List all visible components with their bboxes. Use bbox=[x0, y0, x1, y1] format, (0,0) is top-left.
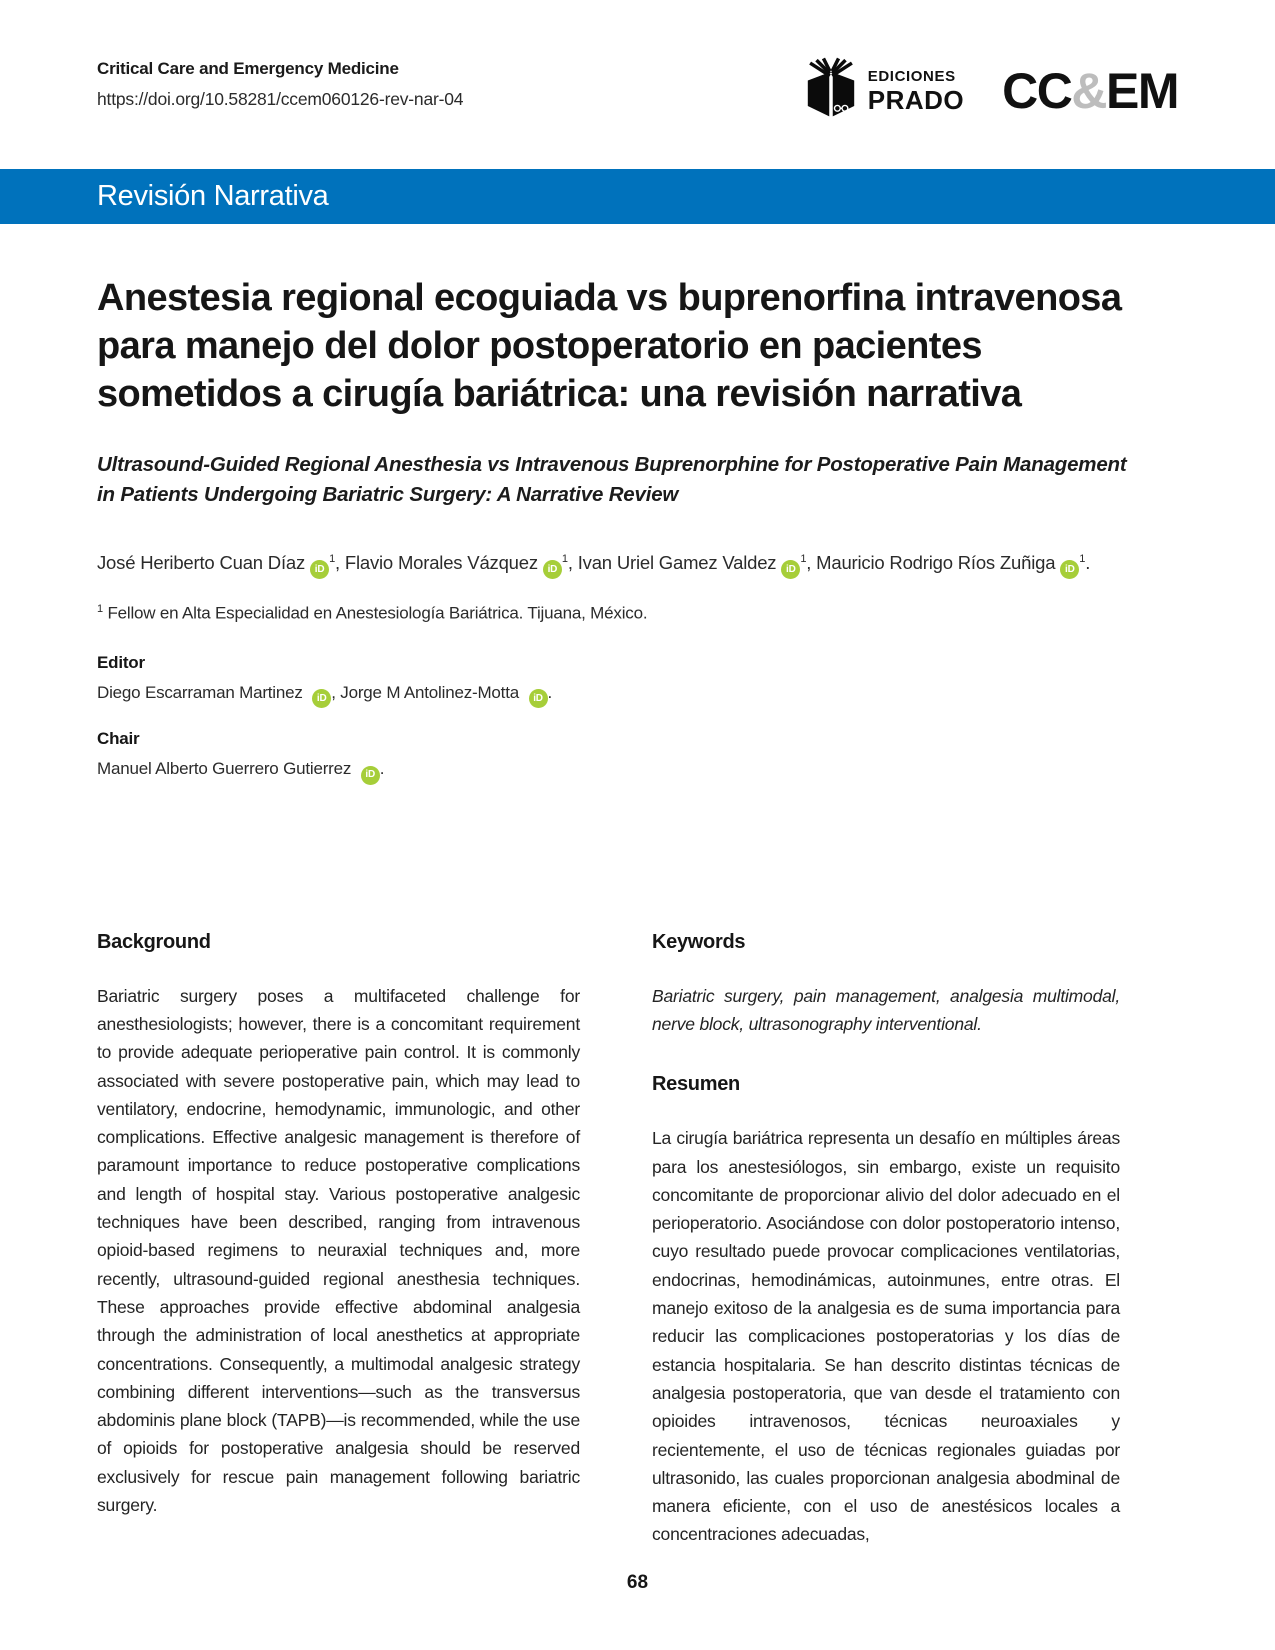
orcid-icon[interactable]: iD bbox=[529, 689, 548, 708]
keywords-body: Bariatric surgery, pain management, analgesia multimodal, nerve block, ultrasonography interventional. bbox=[652, 985, 1120, 1034]
editor-block bbox=[97, 652, 1178, 709]
doi-link[interactable]: https://doi.org/10.58281/ccem060126-rev-nar-04 bbox=[97, 89, 464, 109]
editor-name: Jorge M Antolinez-Motta bbox=[340, 682, 519, 702]
keywords-resumen-section bbox=[652, 929, 1120, 1549]
logo-group bbox=[802, 56, 1178, 125]
orcid-icon[interactable]: iD bbox=[1060, 560, 1079, 579]
journal-logo-em: EM bbox=[1106, 62, 1178, 119]
affiliation-text: Fellow en Alta Especialidad en Anestesiología Bariátrica. Tijuana, México. bbox=[107, 603, 648, 623]
background-section bbox=[97, 929, 580, 1549]
chair-names: Manuel Alberto Guerrero Gutierrez iD . bbox=[97, 757, 1178, 785]
affiliation-superscript: 1 bbox=[800, 552, 807, 565]
open-book-icon bbox=[802, 56, 860, 125]
affiliation-number: 1 bbox=[97, 603, 103, 615]
orcid-icon[interactable]: iD bbox=[310, 560, 329, 579]
editor-heading: Editor bbox=[97, 652, 145, 672]
publisher-logo bbox=[802, 56, 964, 125]
chair-name: Manuel Alberto Guerrero Gutierrez bbox=[97, 759, 352, 779]
affiliation bbox=[97, 603, 1178, 624]
editor-name: Diego Escarraman Martinez bbox=[97, 682, 303, 702]
page-header bbox=[0, 0, 1275, 125]
chair-heading: Chair bbox=[97, 729, 140, 749]
journal-name: Critical Care and Emergency Medicine bbox=[97, 59, 399, 78]
chair-block bbox=[97, 728, 1178, 785]
orcid-icon[interactable]: iD bbox=[361, 766, 380, 785]
author-name: Flavio Morales Vázquez bbox=[344, 552, 538, 573]
journal-logo bbox=[1002, 62, 1178, 119]
affiliation-superscript: 1 bbox=[1079, 552, 1086, 565]
editor-names: Diego Escarraman Martinez iD , Jorge M Antolinez-Motta iD . bbox=[97, 681, 1178, 709]
journal-logo-cc: CC bbox=[1002, 62, 1072, 119]
article-type-banner bbox=[0, 169, 1275, 224]
author-name: Mauricio Rodrigo Ríos Zuñiga bbox=[816, 552, 1056, 573]
affiliation-superscript: 1 bbox=[561, 552, 568, 565]
article-title-es: Anestesia regional ecoguiada vs buprenorfina intravenosa para manejo del dolor postoperatorio en pacientes sometidos a cirugía bariátrica: una revisión narrativa bbox=[97, 277, 1122, 415]
resumen-heading: Resumen bbox=[652, 1073, 740, 1096]
publisher-logo-line2: PRADO bbox=[867, 84, 965, 115]
journal-logo-ampersand: & bbox=[1071, 62, 1106, 119]
page-number: 68 bbox=[626, 1572, 649, 1593]
journal-meta bbox=[97, 58, 463, 110]
publisher-logo-line1: EDICIONES bbox=[867, 67, 956, 85]
orcid-icon[interactable]: iD bbox=[781, 560, 800, 579]
resumen-body: La cirugía bariátrica representa un desafío en múltiples áreas para los anestesiólogos, sin embargo, existe un requisito concomitante de proporcionar alivio del dolor adecuado en el perioperatorio. Asociándose con dolor postoperatorio intenso, cuyo resultado puede provocar complicaciones ventilatorias, endocrinas, hemodinámicas, autoinmunes, entre otras. El manejo exitoso de la analgesia es de suma importancia para reducir las complicaciones postoperatorias y los días de estancia hospitalaria. Se han descrito distintas técnicas de analgesia postoperatoria, que van desde el tratamiento con opioides intravenosos, técnicas neuroaxiales y recientemente, el uso de técnicas regionales guiadas por ultrasonido, las cuales proporcionan analgesia abodminal de manera eficiente, con el uso de anestésicos locales a concentraciones adecuadas, bbox=[652, 1128, 1120, 1545]
author-name: Ivan Uriel Gamez Valdez bbox=[577, 552, 777, 573]
article-type-label: Revisión Narrativa bbox=[97, 180, 329, 212]
article-title-en: Ultrasound-Guided Regional Anesthesia vs Intravenous Buprenorphine for Postoperative Pain Management in Patients Undergoing Bariatric Surgery: A Narrative Review bbox=[97, 453, 1127, 506]
orcid-icon[interactable]: iD bbox=[543, 560, 562, 579]
author-name: José Heriberto Cuan Díaz bbox=[97, 552, 306, 573]
article-front-matter bbox=[0, 274, 1275, 1549]
background-heading: Background bbox=[97, 930, 211, 953]
background-body: Bariatric surgery poses a multifaceted challenge for anesthesiologists; however, there is a concomitant requirement to provide adequate perioperative pain control. It is commonly associated with severe postoperative pain, which may lead to ventilatory, endocrine, hemodynamic, immunologic, and other complications. Effective analgesic management is therefore of paramount importance to reduce postoperative complications and length of hospital stay. Various postoperative analgesic techniques have been described, ranging from intravenous opioid-based regimens to neuraxial techniques and, more recently, ultrasound-guided regional anesthesia techniques. These approaches provide effective abdominal analgesia through the administration of local anesthetics at appropriate concentrations. Consequently, a multimodal analgesic strategy combining different interventions—such as the transversus abdominis plane block (TAPB)—is recommended, while the use of opioids for postoperative analgesia should be reserved exclusively for rescue pain management following bariatric surgery. bbox=[97, 985, 580, 1515]
abstract-columns bbox=[97, 929, 1178, 1549]
author-list: José Heriberto Cuan Díaz iD $^1$, Flavio Morales Vázquez iD $^1$, Ivan Uriel Gamez Valdez iD $^1$, Mauricio Rodrigo Ríos Zuñiga iD $^1$. bbox=[97, 552, 1178, 579]
orcid-icon[interactable]: iD bbox=[312, 689, 331, 708]
affiliation-superscript: 1 bbox=[329, 552, 335, 565]
publisher-logo-text bbox=[868, 69, 964, 113]
keywords-heading: Keywords bbox=[652, 930, 746, 953]
